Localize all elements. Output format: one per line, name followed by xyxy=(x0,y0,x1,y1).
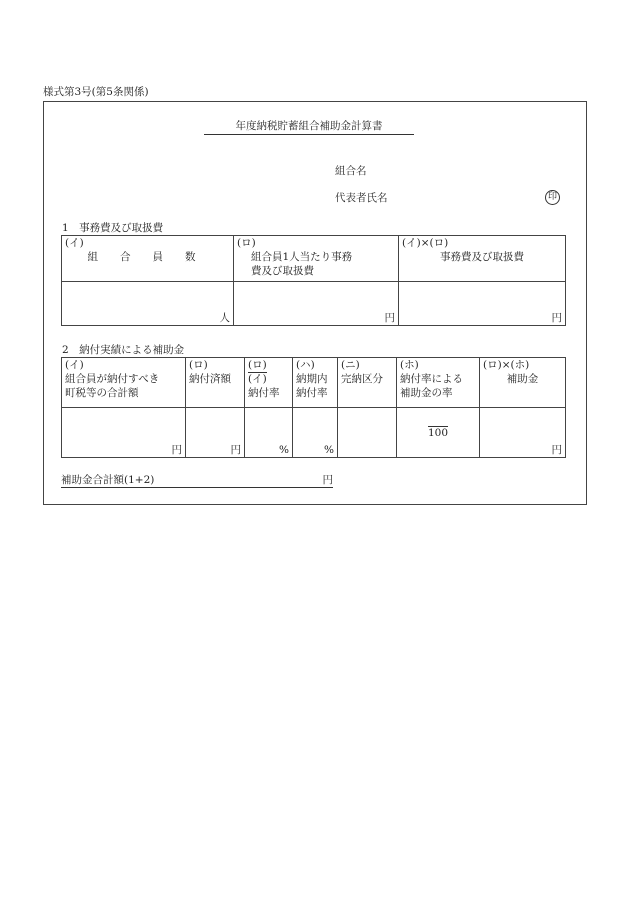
header-paid-amount: (ロ) 納付済額 xyxy=(186,358,245,408)
per-member-cost-value-cell: 円 xyxy=(234,282,399,326)
seal-mark: 印 xyxy=(545,190,560,205)
expense-table xyxy=(61,235,566,326)
total-subsidy-unit: 円 xyxy=(322,474,333,486)
total-subsidy-label: 補助金合計額(1+2) xyxy=(61,474,155,486)
header-members: (イ) 組合員数 xyxy=(62,236,234,282)
header-completion-class: (ニ) 完納区分 xyxy=(338,358,397,408)
representative-label: 代表者氏名 xyxy=(335,192,388,204)
payment-subsidy-table xyxy=(61,357,566,458)
total-subsidy-line xyxy=(61,474,333,488)
on-time-rate-value-cell: % xyxy=(293,408,338,458)
header-total-expense: (イ)×(ロ) 事務費及び取扱費 xyxy=(399,236,566,282)
document-title: 年度納税貯蓄組合補助金計算書 xyxy=(204,120,414,135)
header-per-member-cost: (ロ) 組合員1人当たり事務 費及び取扱費 xyxy=(234,236,399,282)
header-on-time-rate: (ハ) 納期内 納付率 xyxy=(293,358,338,408)
paid-amount-value-cell: 円 xyxy=(186,408,245,458)
header-tax-total: (イ) 組合員が納付すべき 町税等の合計額 xyxy=(62,358,186,408)
section2-heading: 2 納付実績による補助金 xyxy=(62,344,185,356)
total-expense-value-cell: 円 xyxy=(399,282,566,326)
completion-class-value-cell xyxy=(338,408,397,458)
subsidy-rate-value-cell: 100 xyxy=(397,408,480,458)
header-subsidy-rate: (ホ) 納付率による 補助金の率 xyxy=(397,358,480,408)
header-subsidy: (ロ)×(ホ) 補助金 xyxy=(480,358,566,408)
form-label: 様式第3号(第5条関係) xyxy=(43,86,149,98)
members-value-cell: 人 xyxy=(62,282,234,326)
subsidy-value-cell: 円 xyxy=(480,408,566,458)
section1-heading: 1 事務費及び取扱費 xyxy=(62,222,164,234)
header-payment-rate: (ロ) (イ) 納付率 xyxy=(245,358,293,408)
union-name-label: 組合名 xyxy=(335,165,367,177)
payment-rate-value-cell: % xyxy=(245,408,293,458)
tax-total-value-cell: 円 xyxy=(62,408,186,458)
